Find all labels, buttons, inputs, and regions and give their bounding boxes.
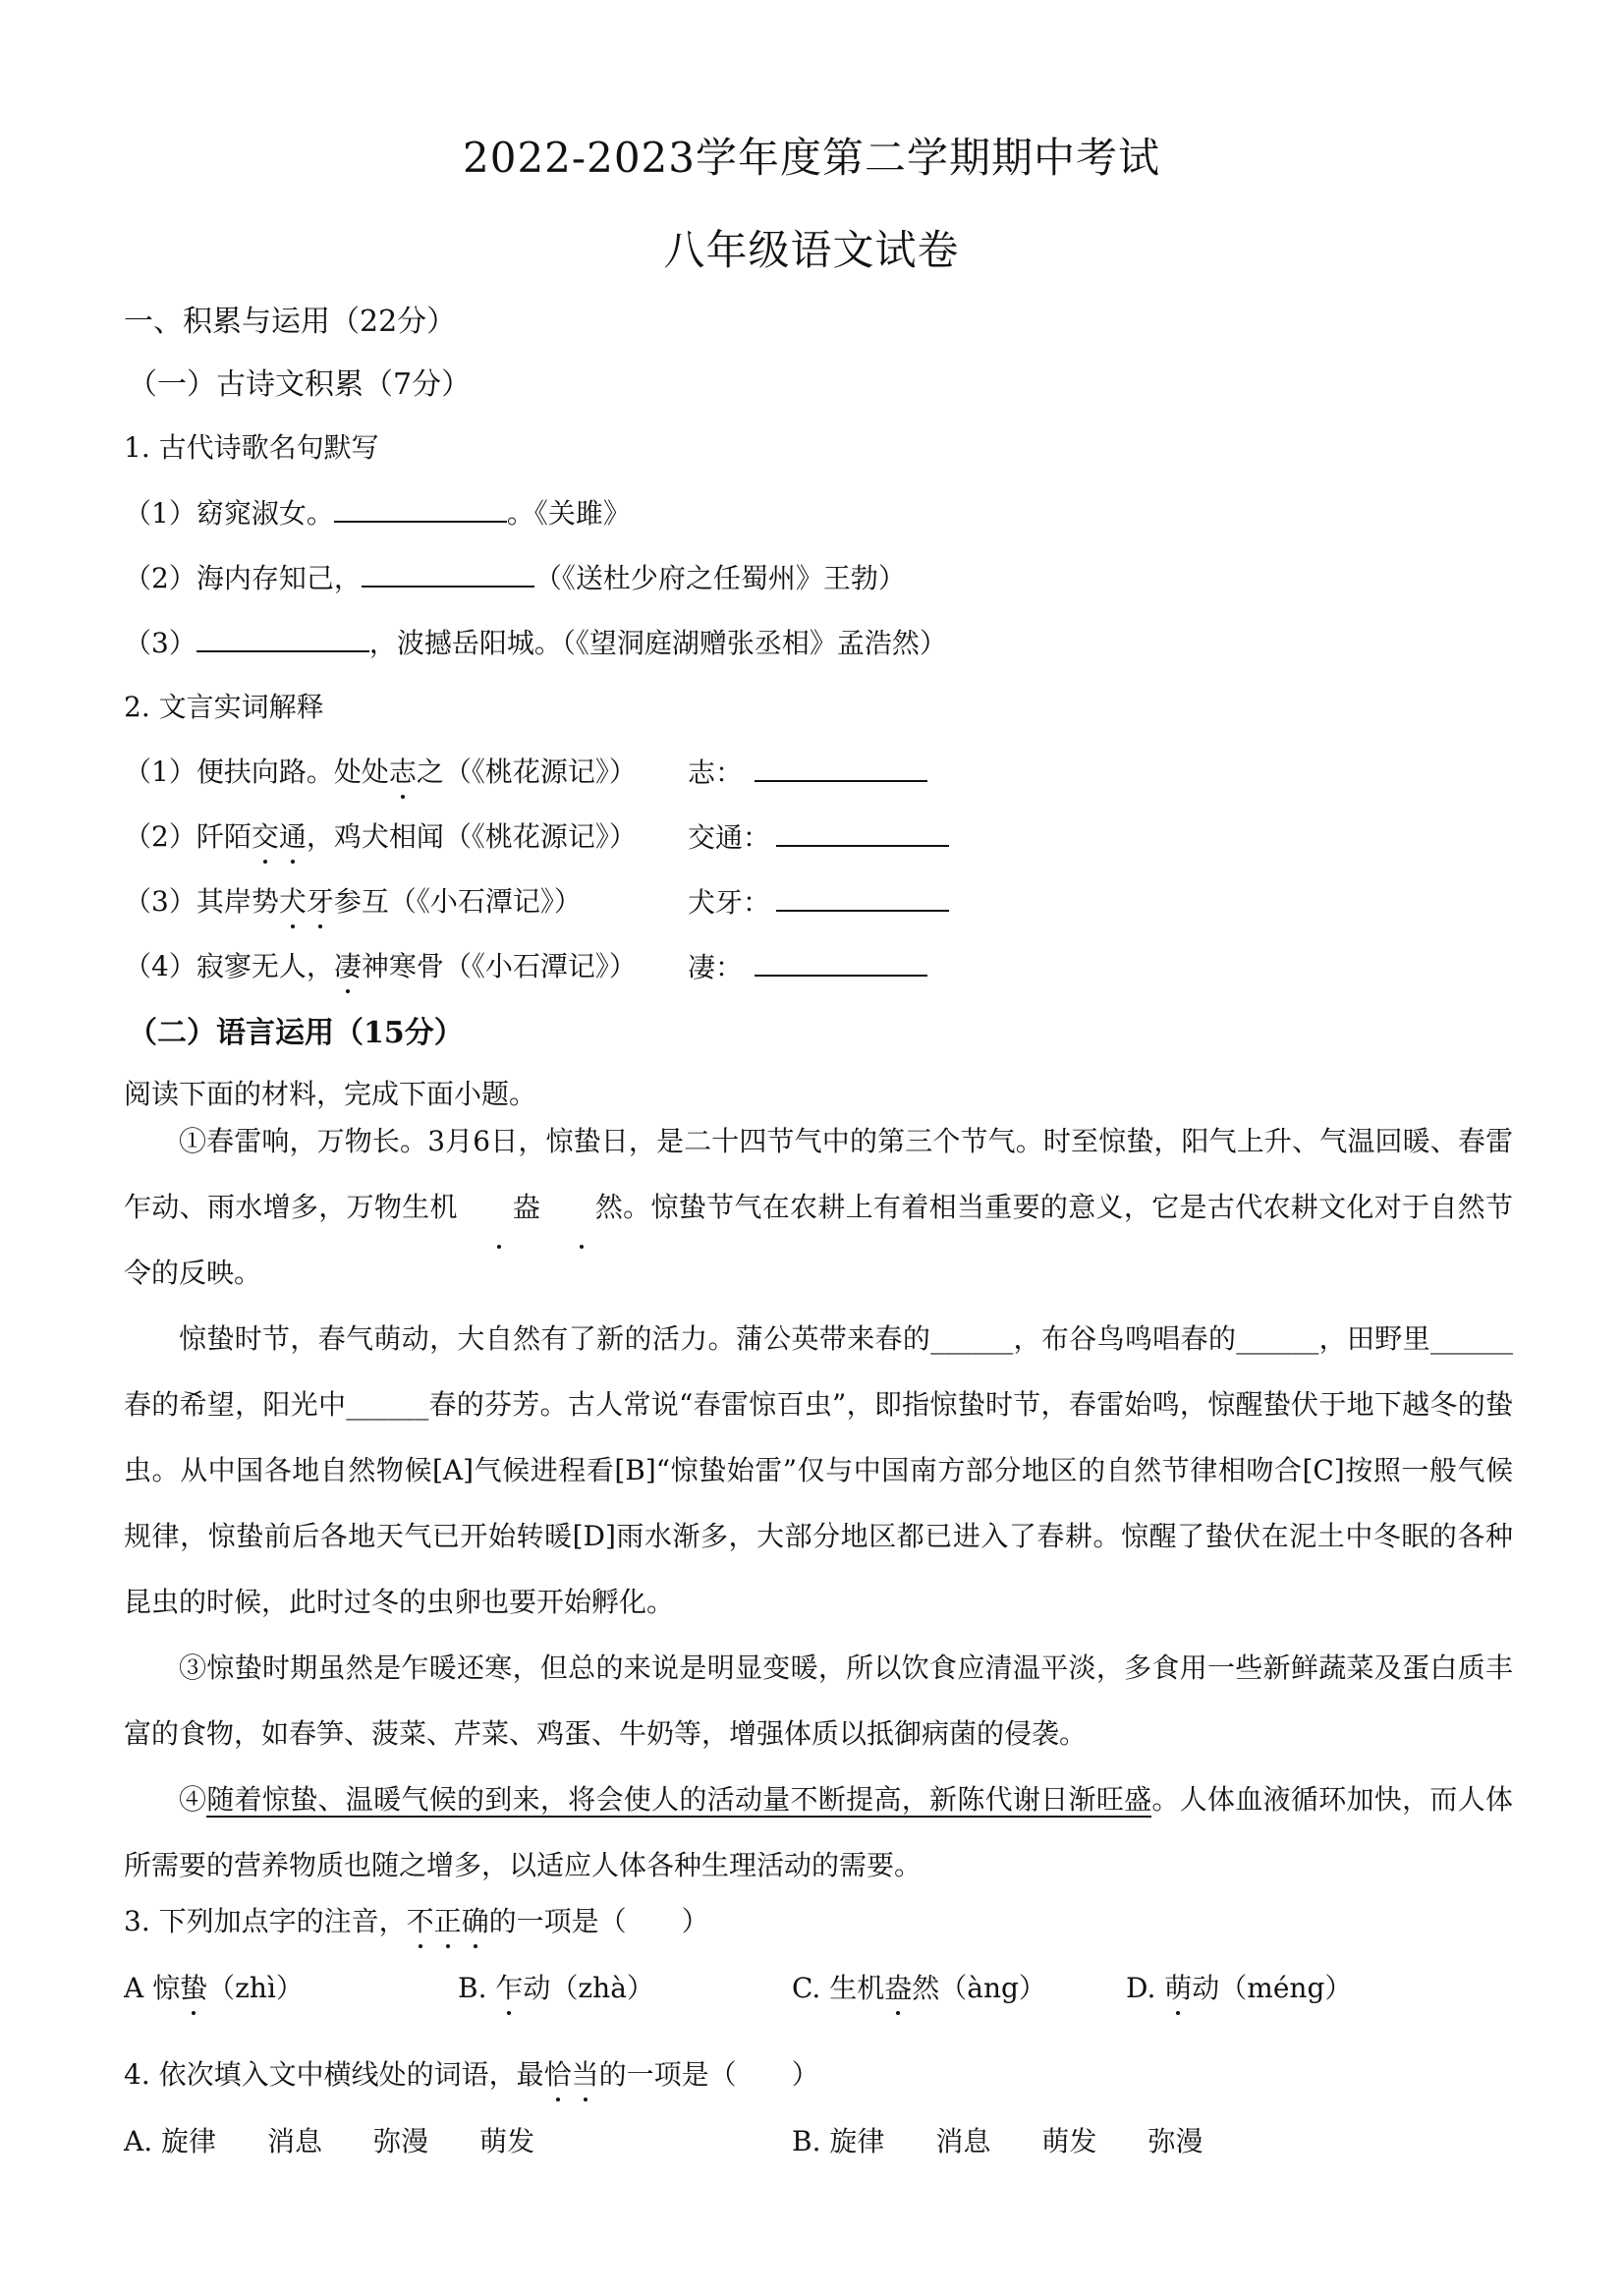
q3-option-b[interactable] bbox=[458, 1967, 654, 2006]
q1-item-2-blank[interactable] bbox=[362, 556, 534, 588]
q1-item-1-source: 。《关雎》 bbox=[506, 497, 631, 530]
part-heading-language: （二）语言运用（15分） bbox=[128, 1016, 464, 1050]
dotted-char: 蛰 bbox=[180, 1967, 207, 2006]
dotted-char: 然 bbox=[540, 1174, 623, 1240]
q2-label: 2. 文言实词解释 bbox=[124, 691, 324, 723]
q3-stem-pre: 3. 下列加点字的注音， bbox=[124, 1905, 407, 1937]
dotted-char: 凄 bbox=[334, 945, 362, 984]
exam-title: 2022-2023学年度第二学期期中考试 bbox=[463, 134, 1160, 182]
dotted-char: 志 bbox=[389, 751, 417, 790]
q1-label: 1. 古代诗歌名句默写 bbox=[124, 431, 379, 464]
exam-subtitle: 八年级语文试卷 bbox=[663, 226, 960, 274]
q2-item-2-answer bbox=[688, 815, 949, 856]
passage-paragraph-1 bbox=[124, 1108, 1513, 1306]
q4-option-b[interactable] bbox=[792, 2120, 1203, 2159]
q2-item-2-blank[interactable] bbox=[776, 815, 949, 847]
passage-paragraph-4 bbox=[124, 1766, 1513, 1898]
dotted-char: 盎 bbox=[458, 1174, 540, 1240]
p4-number: ④ bbox=[179, 1783, 207, 1816]
q1-item-3-blank[interactable] bbox=[196, 621, 369, 652]
dotted-char: 交 bbox=[252, 815, 279, 855]
q2-item-4-key: 凄： bbox=[688, 951, 744, 983]
dotted-char: 萌 bbox=[1164, 1967, 1192, 2006]
q2-item-3-text-b: 参互（《小石潭记》） bbox=[333, 885, 582, 918]
option-pinyin: （zhì） bbox=[207, 1972, 304, 2004]
q2-item-2 bbox=[124, 815, 637, 855]
q2-item-1-text-a: （1）便扶向路。处处 bbox=[124, 756, 389, 788]
option-word: 弥漫 bbox=[1147, 2125, 1203, 2157]
option-word: 消息 bbox=[935, 2125, 991, 2157]
underlined-sentence: 随着惊蛰、温暖气候的到来，将会使人的活动量不断提高，新陈代谢日渐旺盛 bbox=[206, 1783, 1152, 1816]
q2-item-4-text-a: （4）寂寥无人， bbox=[124, 950, 334, 982]
q2-item-1-blank[interactable] bbox=[755, 751, 927, 782]
option-word: 消息 bbox=[267, 2125, 323, 2157]
q4-option-a[interactable] bbox=[124, 2120, 534, 2159]
section-heading: 一、积累与运用（22分） bbox=[124, 305, 457, 339]
q2-item-1-text-b: 之（《桃花源记》） bbox=[416, 756, 637, 788]
option-word: 旋律 bbox=[829, 2125, 885, 2157]
option-word: 动 bbox=[523, 1972, 551, 2004]
q1-item-3-prefix: （3） bbox=[124, 627, 196, 659]
option-word: 惊 bbox=[152, 1972, 181, 2004]
q1-item-2-source: （《送杜少府之任蜀州》王勃） bbox=[533, 562, 906, 594]
q2-item-2-text-a: （2）阡陌 bbox=[124, 820, 252, 853]
dotted-char: 当 bbox=[572, 2053, 599, 2093]
part-heading-poetry: （一）古诗文积累（7分） bbox=[128, 367, 472, 402]
dotted-char: 恰 bbox=[544, 2053, 572, 2093]
q2-item-4-text-b: 神寒骨（《小石潭记》） bbox=[361, 950, 637, 982]
option-word: 萌发 bbox=[1041, 2125, 1097, 2157]
q2-item-1-key: 志： bbox=[688, 756, 744, 789]
option-label: A. bbox=[124, 2125, 162, 2157]
option-label: B. bbox=[458, 1972, 496, 2004]
q4-stem-pre: 4. 依次填入文中横线处的词语，最 bbox=[124, 2058, 544, 2091]
option-label: A bbox=[124, 1972, 153, 2004]
dotted-char: 犬 bbox=[279, 880, 307, 920]
q1-item-1-blank[interactable] bbox=[334, 491, 507, 523]
dotted-char: 牙 bbox=[307, 880, 334, 920]
q1-item-2 bbox=[124, 556, 906, 596]
option-pinyin: （àng） bbox=[939, 1972, 1046, 2004]
q4-stem-post: 的一项是（ ） bbox=[598, 2058, 819, 2091]
option-label: D. bbox=[1126, 1972, 1165, 2004]
option-word: 生机 bbox=[829, 1972, 885, 2004]
dotted-char: 正 bbox=[434, 1900, 462, 1939]
q3-option-a[interactable] bbox=[124, 1967, 304, 2006]
dotted-char: 不 bbox=[407, 1900, 434, 1939]
q2-item-4-answer bbox=[688, 945, 927, 985]
q2-item-1-answer bbox=[688, 751, 927, 791]
p1-text-b: 。惊蛰节气在农耕上有着相当重要的意义，它是古代农耕文化对于自然节令的反映。 bbox=[124, 1191, 1513, 1289]
q2-item-3-blank[interactable] bbox=[776, 880, 949, 912]
option-pinyin: （zhà） bbox=[550, 1972, 654, 2004]
option-word: 旋律 bbox=[161, 2125, 217, 2157]
p1-text-a: ①春雷响，万物长。3月6日，惊蛰日，是二十四节气中的第三个节气。时至惊蛰，阳气上升、气温回暖、春雷乍动、雨水增多，万物生机 bbox=[124, 1125, 1513, 1223]
reading-instruction: 阅读下面的材料，完成下面小题。 bbox=[124, 1078, 537, 1110]
option-word: 萌发 bbox=[479, 2125, 535, 2157]
q2-item-1 bbox=[124, 751, 637, 790]
q1-item-1 bbox=[124, 491, 631, 532]
option-label: C. bbox=[792, 1972, 830, 2004]
q2-item-3-text-a: （3）其岸势 bbox=[124, 885, 279, 918]
q4-stem bbox=[124, 2053, 819, 2093]
dotted-char: 通 bbox=[279, 815, 307, 855]
q2-item-3-key: 犬牙： bbox=[688, 886, 771, 919]
dotted-char: 盎 bbox=[884, 1967, 912, 2006]
q1-item-3 bbox=[124, 621, 947, 661]
q1-item-2-prefix: （2）海内存知己， bbox=[124, 562, 362, 594]
passage-paragraph-2: 惊蛰时节，春气萌动，大自然有了新的活力。蒲公英带来春的______，布谷鸟鸣唱春的______，田野里______春的希望，阳光中______春的芬芳。古人常说“春雷惊百虫”，即指惊蛰时节，春雷始鸣，惊醒蛰伏于地下越冬的蛰虫。从中国各地自然物候[A]气候进程看[B]“惊蛰始雷”仅与中国南方部分地区的自然节律相吻合[C]按照一般气候规律，惊蛰前后各地天气已开始转暖[D]雨水渐多，大部分地区都已进入了春耕。惊醒了蛰伏在泥土中冬眠的各种昆虫的时候，此时过冬的虫卵也要开始孵化。 bbox=[124, 1322, 1513, 1618]
option-word: 然 bbox=[912, 1972, 940, 2004]
option-pinyin: （méng） bbox=[1219, 1972, 1353, 2004]
q2-item-3 bbox=[124, 880, 582, 920]
q3-stem bbox=[124, 1900, 709, 1939]
dotted-char: 乍 bbox=[495, 1967, 523, 2006]
q2-item-4-blank[interactable] bbox=[755, 945, 927, 977]
q2-item-3-answer bbox=[688, 880, 949, 921]
passage-paragraph-3: ③惊蛰时期虽然是乍暖还寒，但总的来说是明显变暖，所以饮食应清温平淡，多食用一些新鲜蔬菜及蛋白质丰富的食物，如春笋、菠菜、芹菜、鸡蛋、牛奶等，增强体质以抵御病菌的侵袭。 bbox=[124, 1652, 1513, 1750]
q3-option-d[interactable] bbox=[1126, 1967, 1352, 2006]
option-label: B. bbox=[792, 2125, 830, 2157]
q2-item-4 bbox=[124, 945, 637, 984]
q3-stem-post: 的一项是（ ） bbox=[488, 1905, 709, 1937]
q2-item-2-key: 交通： bbox=[688, 821, 771, 854]
reading-passage bbox=[124, 1108, 1513, 1898]
p4-text-b: 。人体血液循环加快，而人体所需要的营养物质也随之增多，以适应人体各种生理活动的需要。 bbox=[124, 1783, 1513, 1881]
q3-option-c[interactable] bbox=[792, 1967, 1046, 2006]
q2-item-2-text-b: ，鸡犬相闻（《桃花源记》） bbox=[306, 820, 637, 853]
option-word: 动 bbox=[1192, 1972, 1220, 2004]
q1-item-3-source: ，波撼岳阳城。（《望洞庭湖赠张丞相》孟浩然） bbox=[368, 627, 947, 659]
q1-item-1-prefix: （1）窈窕淑女。 bbox=[124, 497, 334, 530]
option-word: 弥漫 bbox=[373, 2125, 429, 2157]
dotted-char: 确 bbox=[462, 1900, 489, 1939]
